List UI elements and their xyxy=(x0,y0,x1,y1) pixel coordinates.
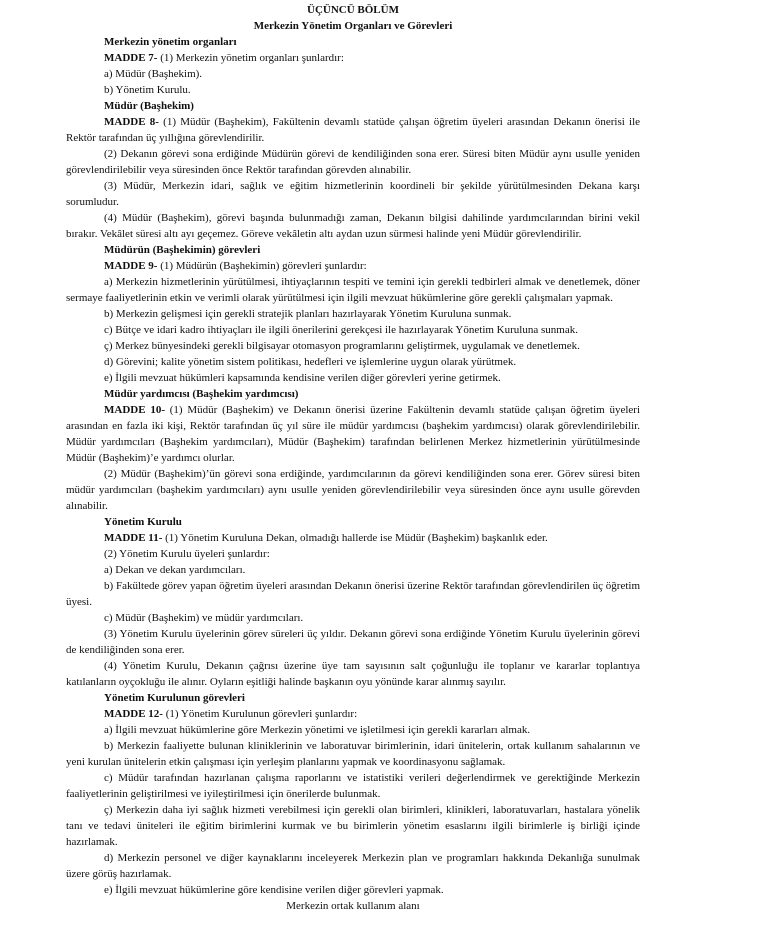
paragraph-text: (1) Müdürün (Başhekimin) görevleri şunlardır: xyxy=(157,260,367,272)
document-body xyxy=(66,34,640,898)
paragraph-text: a) Merkezin hizmetlerinin yürütülmesi, ihtiyaçlarının tespiti ve temini için gerekli tedbirleri almak ve denetlemek, döner sermaye faaliyetlerinin etkin ve verimli olarak yürütülmesi için ilgili mevzuat hükümlerine göre gerekli çalışmaları yapmak. xyxy=(66,276,640,304)
paragraph-text: c) Müdür (Başhekim) ve müdür yardımcıları. xyxy=(104,612,304,624)
paragraph-text: a) Dekan ve dekan yardımcıları. xyxy=(104,564,246,576)
paragraph xyxy=(66,546,640,562)
paragraph xyxy=(66,738,640,770)
article-heading: Yönetim Kurulunun görevleri xyxy=(104,692,245,704)
paragraph-text: b) Yönetim Kurulu. xyxy=(104,84,191,96)
paragraph xyxy=(66,802,640,850)
paragraph xyxy=(66,530,640,546)
paragraph-text: c) Bütçe ve idari kadro ihtiyaçları ile ilgili önerilerini gerekçesi ile hazırlayarak Yönetim Kuruluna sunmak. xyxy=(104,324,578,336)
paragraph-text: b) Merkezin gelişmesi için gerekli stratejik planları hazırlayarak Yönetim Kuruluna sunmak. xyxy=(104,308,512,320)
article-number: MADDE 7- xyxy=(104,52,158,64)
paragraph xyxy=(66,274,640,306)
paragraph-text: b) Fakültede görev yapan öğretim üyeleri arasından Dekanın önerisi üzerine Rektör tarafından görevlendirilen üç öğretim üyesi. xyxy=(66,580,640,608)
paragraph-text: (4) Müdür (Başhekim), görevi başında bulunmadığı zaman, Dekanın bilgisi dahilinde yardımcılarından birini vekil bırakır. Vekâlet süresi altı ayı geçemez. Göreve vekâletin altı aydan uzun sürmesi halinde yeni Müdür görevlendirilir. xyxy=(66,212,640,240)
paragraph xyxy=(66,146,640,178)
paragraph-text: d) Merkezin personel ve diğer kaynaklarını inceleyerek Merkezin plan ve programları hakkında Dekanlığa sunulmak üzere görüş hazırlamak. xyxy=(66,852,640,880)
paragraph-text: d) Görevini; kalite yönetim sistem politikası, hedefleri ve işlemlerine uygun olarak yürütmek. xyxy=(104,356,517,368)
article-number: MADDE 10- xyxy=(104,404,165,416)
paragraph-text: ç) Merkezin daha iyi sağlık hizmeti verebilmesi için gerekli olan birimleri, klinikleri, laboratuvarları, hastalara yönelik tanı ve tedavi üniteleri ile eğitim birimlerini kurmak ve bu birimlerin yönetim esaslarını ilgili birimlerle iş birliği içinde hazırlamak. xyxy=(66,804,640,848)
paragraph xyxy=(66,562,640,578)
document-page xyxy=(66,0,641,912)
paragraph xyxy=(66,770,640,802)
paragraph xyxy=(66,114,640,146)
paragraph xyxy=(66,258,640,274)
paragraph xyxy=(66,354,640,370)
section-number: ÜÇÜNCÜ BÖLÜM xyxy=(307,4,399,16)
paragraph xyxy=(66,626,640,658)
article-number: MADDE 9- xyxy=(104,260,158,272)
article-heading: Müdür yardımcısı (Başhekim yardımcısı) xyxy=(104,388,299,400)
paragraph-text: (1) Merkezin yönetim organları şunlardır: xyxy=(157,52,344,64)
article-number: MADDE 11- xyxy=(104,532,163,544)
paragraph xyxy=(66,178,640,210)
paragraph xyxy=(66,82,640,98)
paragraph-text: e) İlgili mevzuat hükümleri kapsamında kendisine verilen diğer görevleri yerine getirmek. xyxy=(104,372,501,384)
paragraph xyxy=(66,402,640,466)
paragraph-text: (3) Yönetim Kurulu üyelerinin görev süreleri üç yıldır. Dekanın görevi sona erdiğinde Yönetim Kurulu üyelerinin görevi de kendiliğinden sona erer. xyxy=(66,628,640,656)
article-number: MADDE 12- xyxy=(104,708,163,720)
paragraph xyxy=(66,66,640,82)
paragraph-text: a) İlgili mevzuat hükümlerine göre Merkezin yönetimi ve işletilmesi için gerekli kararları almak. xyxy=(104,724,531,736)
paragraph-text: (3) Müdür, Merkezin idari, sağlık ve eğitim hizmetlerinin koordineli bir şekilde yürütülmesinden Dekana karşı sorumludur. xyxy=(66,180,640,208)
paragraph xyxy=(66,210,640,242)
paragraph xyxy=(66,882,640,898)
article-heading: Müdürün (Başhekimin) görevleri xyxy=(104,244,261,256)
paragraph xyxy=(66,338,640,354)
paragraph xyxy=(66,466,640,514)
paragraph-text: a) Müdür (Başhekim). xyxy=(104,68,203,80)
paragraph-text: (1) Yönetim Kurulunun görevleri şunlardır: xyxy=(162,708,358,720)
paragraph-text: (2) Müdür (Başhekim)’ün görevi sona erdiğinde, yardımcılarının da görevi kendiliğinden sona erer. Görev süresi biten müdür yardımcıları (başhekim yardımcıları) aynı usulle yeniden görevlendirilebilir veya süresinden önce aynı usulle görevden alınabilir. xyxy=(66,468,640,512)
paragraph xyxy=(66,50,640,66)
paragraph xyxy=(66,322,640,338)
paragraph-text: (1) Müdür (Başhekim) ve Dekanın önerisi üzerine Fakültenin devamlı statüde çalışan öğretim üyeleri arasından en fazla iki kişi, Rektör tarafından üç yıl süre ile müdür yardımcısı (başhekim yardımcısı) olarak görevlendirilebilir. Müdür yardımcıları (Başhekim yardımcıları), Müdür (Başhekim) tarafından belirlenen Merkez hizmetlerinin yürütülmesinde Müdür (Başhekim)’e yardımcı olurlar. xyxy=(66,404,641,464)
paragraph-text: (1) Müdür (Başhekim), Fakültenin devamlı statüde çalışan öğretim üyeleri arasından Dekanın önerisi ile Rektör tarafından üç yıllığına görevlendirilir. xyxy=(66,116,641,144)
paragraph-text: (2) Yönetim Kurulu üyeleri şunlardır: xyxy=(104,548,270,560)
paragraph-text: ç) Merkez bünyesindeki gerekli bilgisayar otomasyon programlarını geliştirmek, uygulamak ve denetlemek. xyxy=(104,340,580,352)
paragraph xyxy=(66,370,640,386)
paragraph xyxy=(66,306,640,322)
paragraph xyxy=(66,706,640,722)
article-heading: Müdür (Başhekim) xyxy=(104,100,194,112)
paragraph-text: (4) Yönetim Kurulu, Dekanın çağrısı üzerine üye tam sayısının salt çoğunluğu ile toplanır ve kararlar toplantıya katılanların oyçokluğu ile alınır. Oyların eşitliği halinde başkanın oyu yönünde karar alınmış sayılır. xyxy=(66,660,640,688)
paragraph xyxy=(66,610,640,626)
paragraph xyxy=(66,850,640,882)
section-title: Merkezin Yönetim Organları ve Görevleri xyxy=(253,20,453,32)
article-number: MADDE 8- xyxy=(104,116,159,128)
paragraph-text: (1) Yönetim Kuruluna Dekan, olmadığı hallerde ise Müdür (Başhekim) başkanlık eder. xyxy=(162,532,548,544)
cut-off-heading: Merkezin ortak kullanım alanı xyxy=(286,900,420,912)
paragraph-text: (2) Dekanın görevi sona erdiğinde Müdürün görevi de kendiliğinden sona erer. Süresi biten Müdür aynı usulle yeniden görevlendirilebilir veya süresinden önce Rektör tarafından görevden alınabilir. xyxy=(66,148,640,176)
article-heading: Yönetim Kurulu xyxy=(104,516,182,528)
paragraph xyxy=(66,658,640,690)
paragraph-text: e) İlgili mevzuat hükümlerine göre kendisine verilen diğer görevleri yapmak. xyxy=(104,884,444,896)
article-heading: Merkezin yönetim organları xyxy=(104,36,237,48)
paragraph xyxy=(66,578,640,610)
paragraph-text: c) Müdür tarafından hazırlanan çalışma raporlarını ve istatistiki verileri değerlendirmek ve gerektiğinde Merkezin faaliyetlerinin geliştirilmesi ve iyileştirilmesi için önerilerde bulunmak. xyxy=(66,772,640,800)
paragraph-text: b) Merkezin faaliyette bulunan kliniklerinin ve laboratuvar birimlerinin, idari ünitelerin, ortak kullanım sahalarının ve yeni kurulan ünitelerin etkin çalışması için yerleşim planlarını yapmak ve koordinasyonu sağlamak. xyxy=(66,740,640,768)
paragraph xyxy=(66,722,640,738)
